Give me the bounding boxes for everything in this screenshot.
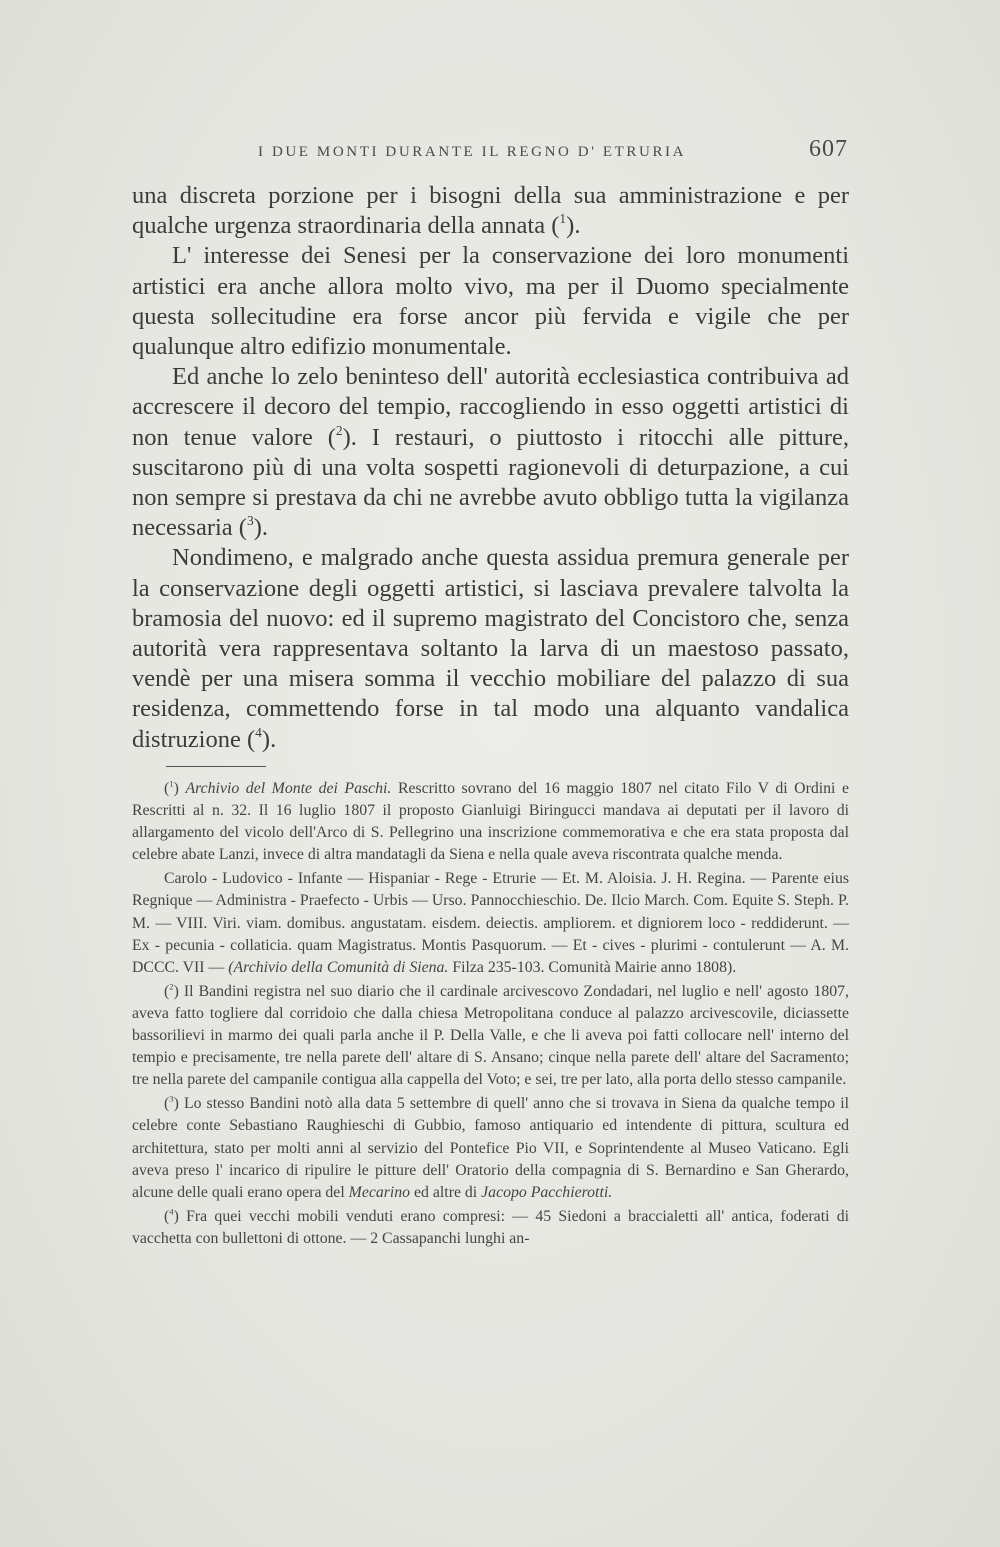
- paragraph-2: L' interesse dei Senesi per la conservazione dei loro monumenti artistici era anche allora molto vivo, ma per il Duomo specialmente questa sollecitudine era forse ancor più fervida e vigile che per qualunque altro edifizio monumentale.: [132, 242, 849, 361]
- footnote-ref-4: 4: [255, 724, 262, 740]
- running-title: I DUE MONTI DURANTE IL REGNO D' ETRURIA: [258, 144, 687, 160]
- page-number: 607: [809, 136, 848, 162]
- page-header: [258, 136, 848, 166]
- footnote-1: ($^1$) Archivio del Monte dei Paschi. Rescritto sovrano del 16 maggio 1807 nel citato Filo V di Ordini e Rescritti al n. 32. Il 16 luglio 1807 il proposto Gianluigi Biringucci mandava ai deputati per il lavoro di allargamento del vicolo dell'Arco di S. Pellegrino una inscrizione commemorativa e che era stata proposta dal celebre abate Lanzi, invece di altra mandatagli da Siena e nella quale aveva riscontrata qualche menda.: [132, 778, 849, 864]
- footnote-1-inscription: Carolo - Ludovico - Infante — Hispaniar - Rege - Etrurie — Et. M. Aloisia. J. H. Regina. — Parente eius Regnique — Administra - Praefecto - Urbis — Urso. Pannocchieschio. De. Ilcio March. Com. Equite S. Steph. P. M. — VIII. Viri. viam. domibus. angustatam. eisdem. deiectis. ampliorem. et digniorem loco - reddiderunt. — Ex - pecunia - collaticia. quam Magistratus. Montis Pasquorum. — Et - cives - plurimi - contulerunt — A. M. DCCC. VII — (Archivio della Comunità di Siena. Filza 235-103. Comunità Mairie anno 1808).: [132, 870, 849, 976]
- footnotes: [132, 778, 849, 1252]
- footnote-ref-2: 2: [335, 422, 343, 438]
- footnote-ref-1: 1: [559, 211, 567, 227]
- footnote-ref-3: 3: [246, 513, 254, 529]
- footnote-3: ($^3$) Lo stesso Bandini notò alla data 5 settembre di quell' anno che si trovava in Siena da qualche tempo il celebre conte Sebastiano Raughieschi di Gubbio, famoso antiquario ed intendente di pittura, scultura ed architettura, stato per molti anni al servizio del Pontefice Pio VII, e Soprintendente al Museo Vaticano. Egli aveva preso l' incarico di ripulire le pitture dell' Oratorio della compagnia di S. Bernardino e San Gherardo, alcune delle quali erano opera del Mecarino ed altre di Jacopo Pacchierotti.: [132, 1093, 849, 1201]
- footnote-separator: [166, 766, 266, 767]
- main-text: [132, 181, 849, 755]
- footnote-2: ($^2$) Il Bandini registra nel suo diario che il cardinale arcivescovo Zondadari, nel luglio e nell' agosto 1807, aveva fatto togliere dal corridoio che dalla chiesa Metropolitana conduce al palazzo arcivescovile, diciassette bassorilievi in marmo dei quali parla anche il P. Della Valle, e che li aveva poi fatti collocare nell' interno del tempio e precisamente, tre nella parete dell' altare di S. Ansano; cinque nella parete dell' altare del Sacramento; tre nella parete del campanile contigua alla cappella del Voto; e sei, tre per lato, alla porta dello stesso campanile.: [132, 981, 849, 1089]
- paragraph-4: Nondimeno, e malgrado anche questa assidua premura generale per la conservazione degli oggetti artistici, si lasciava prevalere talvolta la bramosia del nuovo: ed il supremo magistrato del Concistoro che, senza autorità vera rappresentava soltanto la larva di un maestoso passato, vendè per una misera somma il vecchio mobiliare del palazzo di sua residenza, commettendo forse in tal modo una alquanto vandalica distruzione ($^4$).: [132, 544, 849, 753]
- paragraph-3: Ed anche lo zelo beninteso dell' autorità ecclesiastica contribuiva ad accrescere il decoro del tempio, raccogliendo in esso oggetti artistici di non tenue valore ($^2$). I restauri, o piuttosto i ritocchi alle pitture, suscitarono più di una volta sospetti ragionevoli di deturpazione, a cui non sempre si prestava da chi ne avrebbe avuto obbligo tutta la vigilanza necessaria ($^3$).: [132, 363, 849, 542]
- footnote-4: ($^4$) Fra quei vecchi mobili venduti erano compresi: — 45 Siedoni a braccialetti all' antica, foderati di vacchetta con bullettoni di ottone. — 2 Cassapanchi lunghi an-: [132, 1206, 849, 1247]
- paragraph-1: una discreta porzione per i bisogni della sua amministrazione e per qualche urgenza straordinaria della annata ($^1$).: [132, 182, 849, 240]
